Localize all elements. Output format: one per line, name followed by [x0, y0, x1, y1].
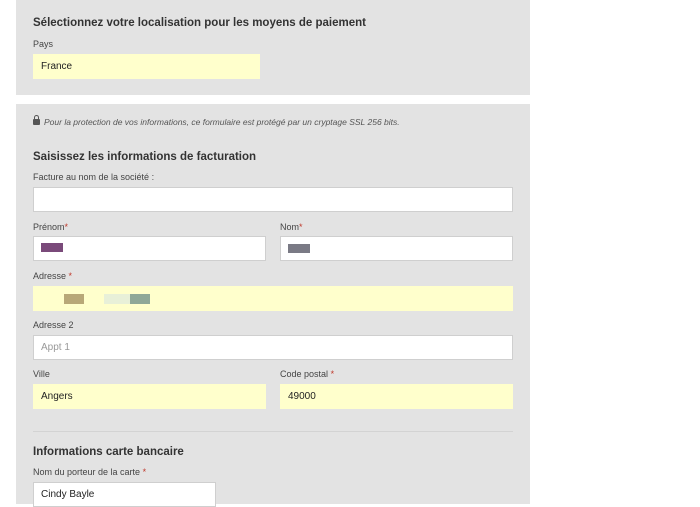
- postal-input[interactable]: 49000: [280, 384, 513, 409]
- country-select[interactable]: France: [33, 54, 260, 79]
- city-label: Ville: [33, 369, 50, 379]
- billing-heading: Saisissez les informations de facturation: [33, 151, 257, 163]
- last-name-label: [280, 222, 303, 232]
- postal-label: [280, 369, 334, 379]
- postal-label-text: Code postal: [280, 369, 329, 379]
- address-label: [33, 271, 72, 281]
- redacted-last-name: [288, 244, 310, 253]
- required-mark: *: [142, 467, 147, 477]
- address-input[interactable]: [33, 286, 513, 311]
- first-name-label: [33, 222, 68, 232]
- city-input[interactable]: Angers: [33, 384, 266, 409]
- required-mark: *: [330, 369, 335, 379]
- redacted-address-2: [104, 294, 130, 304]
- lock-icon: [33, 119, 40, 125]
- holder-label-text: Nom du porteur de la carte: [33, 467, 141, 477]
- required-mark: *: [64, 222, 69, 232]
- required-mark: *: [299, 222, 303, 232]
- ssl-notice: [33, 117, 400, 127]
- section-divider: [33, 431, 513, 432]
- redacted-address-1: [64, 294, 84, 304]
- company-label: Facture au nom de la société :: [33, 172, 155, 182]
- last-name-label-text: Nom: [280, 222, 300, 232]
- required-mark: *: [68, 271, 73, 281]
- redacted-address-3: [130, 294, 150, 304]
- last-name-input[interactable]: [280, 236, 513, 261]
- redacted-first-name: [41, 243, 63, 252]
- billing-panel: [16, 104, 530, 504]
- address-label-text: Adresse: [33, 271, 67, 281]
- first-name-input[interactable]: [33, 236, 266, 261]
- card-heading: Informations carte bancaire: [33, 446, 184, 458]
- first-name-label-text: Prénom: [33, 222, 65, 232]
- company-input[interactable]: [33, 187, 513, 212]
- location-panel: [16, 0, 530, 95]
- address2-input[interactable]: Appt 1: [33, 335, 513, 360]
- holder-input[interactable]: Cindy Bayle: [33, 482, 216, 507]
- country-label: Pays: [33, 39, 54, 49]
- address2-label: Adresse 2: [33, 320, 74, 330]
- holder-label: [33, 467, 146, 477]
- location-heading: Sélectionnez votre localisation pour les moyens de paiement: [33, 17, 366, 29]
- ssl-note-text: Pour la protection de vos informations, ce formulaire est protégé par un cryptage SSL 256 bits.: [44, 117, 400, 127]
